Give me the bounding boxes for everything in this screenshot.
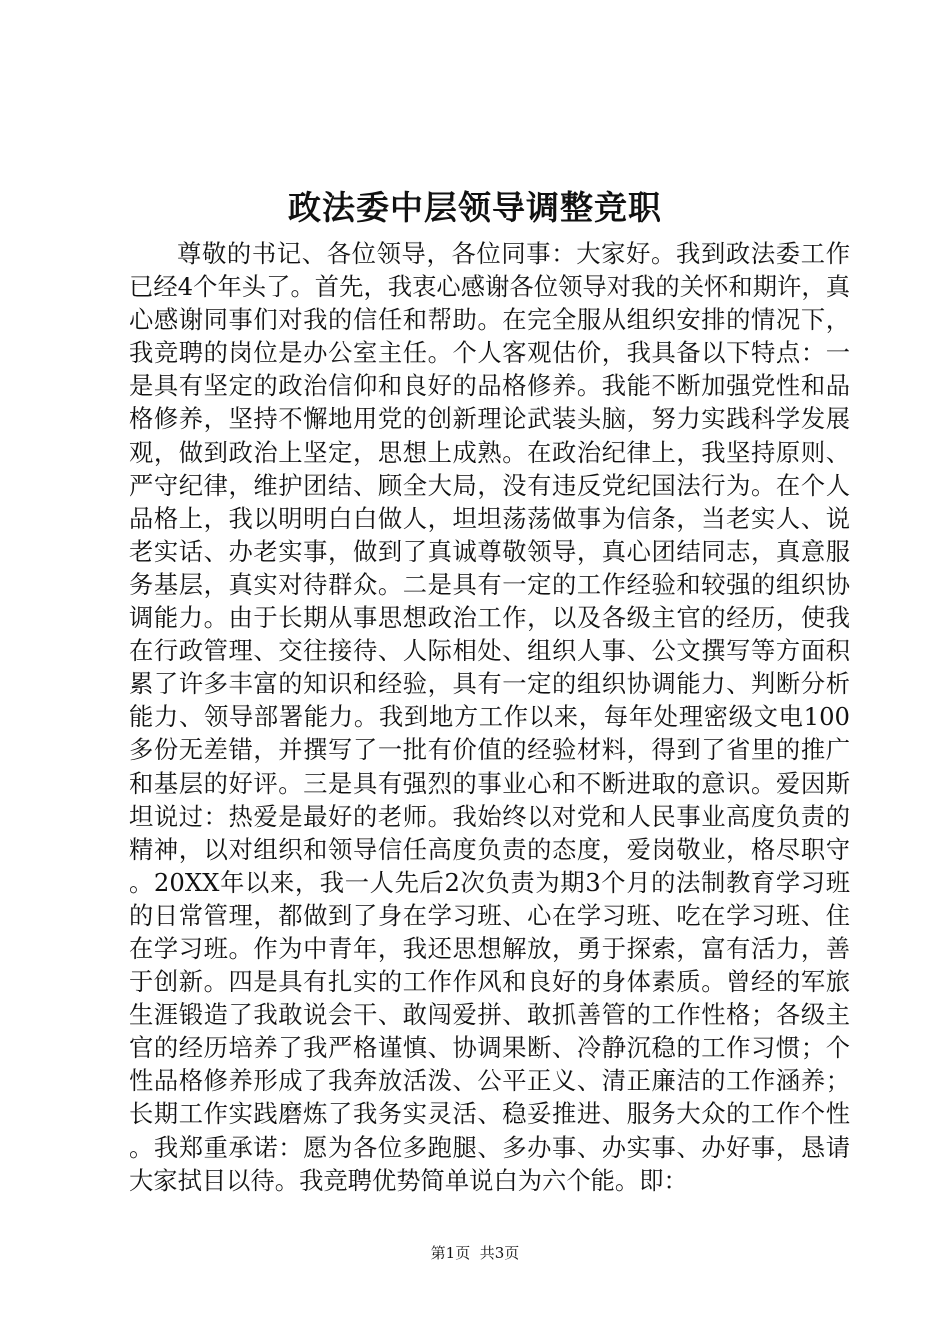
document-body: 尊敬的书记、各位领导，各位同事：大家好。我到政法委工作已经4个年头了。首先，我衷心感谢各位领导对我的关怀和期许，真心感谢同事们对我的信任和帮助。在完全服从组织安排的情况下，我竞聘的岗位是办公室主任。个人客观估价，我具备以下特点：一是具有坚定的政治信仰和良好的品格修养。我能不断加强党性和品格修养，坚持不懈地用党的创新理论武装头脑，努力实践科学发展观，做到政治上坚定，思想上成熟。在政治纪律上，我坚持原则、严守纪律，维护团结、顾全大局，没有违反党纪国法行为。在个人品格上，我以明明白白做人，坦坦荡荡做事为信条，当老实人、说老实话、办老实事，做到了真诚尊敬领导，真心团结同志，真意服务基层，真实对待群众。二是具有一定的工作经验和较强的组织协调能力。由于长期从事思想政治工作，以及各级主官的经历，使我在行政管理、交往接待、人际相处、组织人事、公文撰写等方面积累了许多丰富的知识和经验，具有一定的组织协调能力、判断分析能力、领导部署能力。我到地方工作以来，每年处理密级文电100多份无差错，并撰写了一批有价值的经验材料，得到了省里的推广和基层的好评。三是具有强烈的事业心和不断进取的意识。爱因斯坦说过：热爱是最好的老师。我始终以对党和人民事业高度负责的精神，以对组织和领导信任高度负责的态度，爱岗敬业，格尽职守。20XX年以来，我一人先后2次负责为期3个月的法制教育学习班的日常管理，都做到了身在学习班、心在学习班、吃在学习班、住在学习班。作为中青年，我还思想解放，勇于探索，富有活力，善于创新。四是具有扎实的工作作风和良好的身体素质。曾经的军旅生涯锻造了我敢说会干、敢闯爱拼、敢抓善管的工作性格；各级主官的经历培养了我严格谨慎、协调果断、冷静沉稳的工作习惯；个性品格修养形成了我奔放活泼、公平正义、清正廉洁的工作涵养；长期工作实践磨炼了我务实灵活、稳妥推进、服务大众的工作个性。我郑重承诺：愿为各位多跑腿、多办事、办实事、办好事，恳请大家拭目以待。我竞聘优势简单说白为六个能。即：: [129, 239, 850, 1195]
page-number: 第1页: [430, 1244, 471, 1262]
document-title: 政法委中层领导调整竞职: [288, 188, 662, 227]
page-footer: [0, 1243, 950, 1263]
page-total: 共3页: [479, 1244, 520, 1262]
